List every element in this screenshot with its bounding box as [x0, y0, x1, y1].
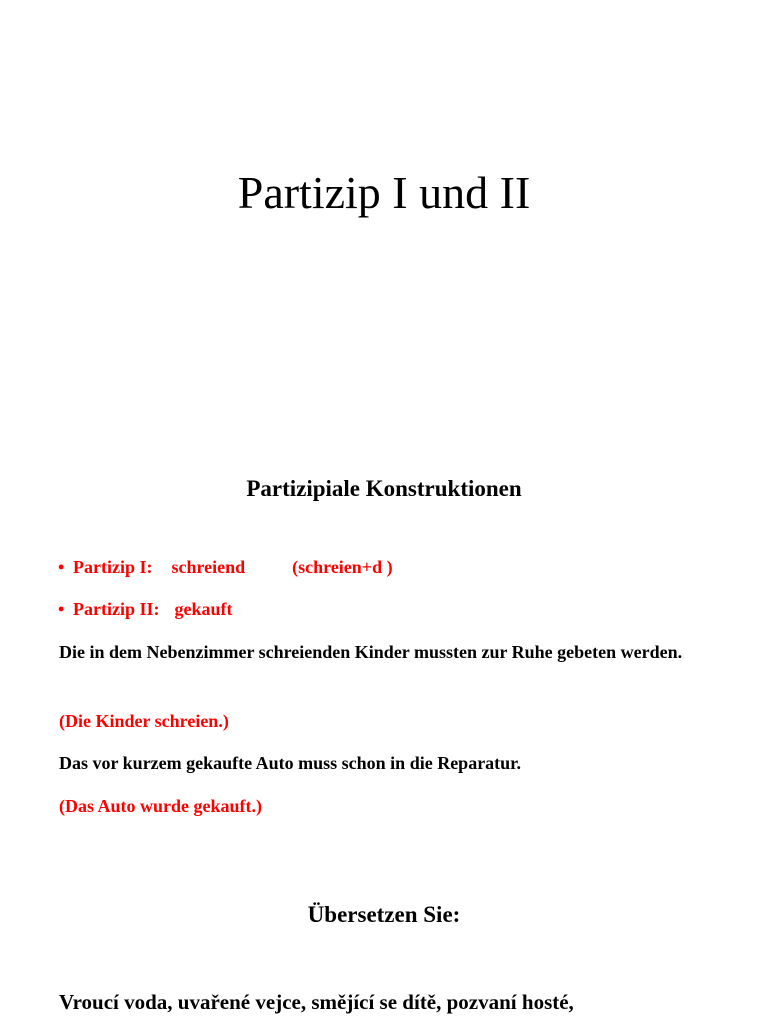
bullet-icon: • [58, 599, 65, 619]
bullet-icon: • [58, 557, 65, 577]
exercise-heading: Übersetzen Sie: [307, 902, 461, 927]
bullet-label: Partizip I: [73, 557, 153, 577]
bullet-note: (schreien+d ) [292, 557, 393, 577]
example-sentence-1: Die in dem Nebenzimmer schreienden Kinder mussten zur Ruhe gebeten werden. [59, 642, 683, 662]
exercise-text: Vroucí voda, uvařené vejce, smějící se dítě, pozvaní hosté, [59, 990, 574, 1014]
section-subtitle: Partizipiale Konstruktionen [246, 476, 522, 501]
example-explanation-1: (Die Kinder schreien.) [59, 711, 229, 731]
bullet-example: schreiend [171, 557, 246, 577]
slide-title: Partizip I und II [237, 167, 531, 218]
bullet-example: gekauft [174, 599, 233, 619]
bullet-partizip-1 [58, 555, 393, 579]
example-sentence-2: Das vor kurzem gekaufte Auto muss schon in die Reparatur. [59, 753, 522, 773]
bullet-label: Partizip II: [73, 599, 160, 619]
example-explanation-2: (Das Auto wurde gekauft.) [59, 796, 263, 816]
bullet-partizip-2 [58, 597, 232, 621]
